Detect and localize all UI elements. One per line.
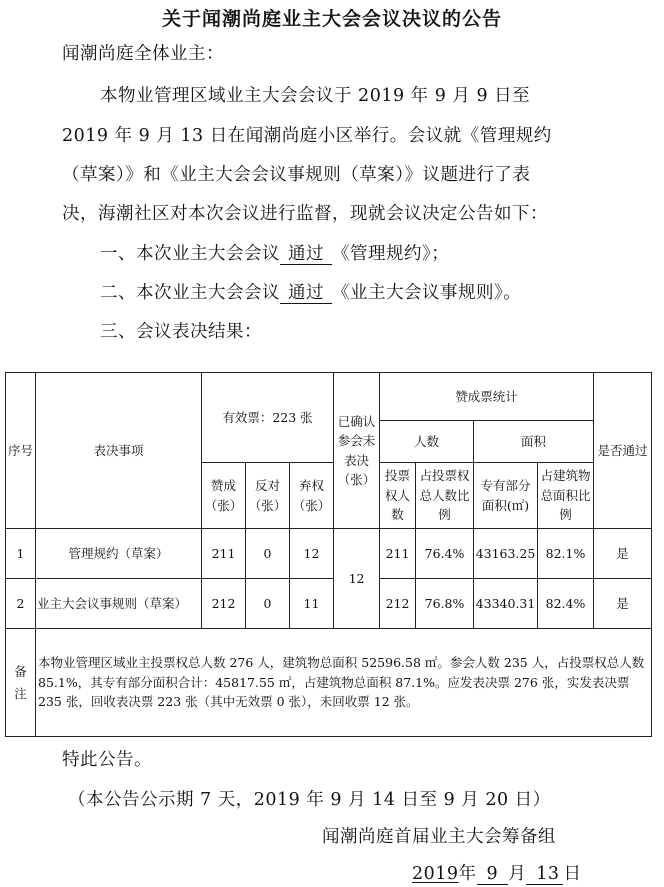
publicity-period: （本公告公示期 7 天，2019 年 9 月 14 日至 9 月 20 日） (68, 790, 551, 810)
decision-1-result: 通过 (280, 245, 332, 265)
header-confirmed-absent: 已确认参会未表决（张） (334, 373, 380, 529)
note-text: 本物业管理区域业主投票权总人数 276 人，建筑物总面积 52596.58 ㎡。参会人数 235 人，占投票权总人数 85.1%，其专有部分面积合计：45817.55 ㎡，占建筑物总面积 87.1%。应发表决票 276 张，实发表决票 235 张，回收表决票 223 张（其中无效票 0 张），未回收票 12 张。 (36, 629, 652, 737)
body-line-4: 决，海潮社区对本次会议进行监督，现就会议决定公告如下： (62, 204, 548, 224)
body-line-3: （草案）》和《业主大会会议事规则（草案）》议题进行了表 (62, 165, 531, 185)
row-1-oppose: 0 (246, 529, 290, 579)
row-2-oppose: 0 (246, 579, 290, 629)
decision-1-prefix: 一、本次业主大会会议 (100, 244, 280, 264)
date-month: 9 (477, 865, 509, 885)
header-area: 面积 (474, 421, 594, 463)
row-2-exclusive-area: 43340.31 (474, 579, 538, 629)
date-month-unit: 月 (508, 864, 527, 884)
row-2-abstain: 11 (290, 579, 334, 629)
row-1-voter-count: 211 (380, 529, 416, 579)
note-label-text: 备注 (14, 664, 27, 701)
header-seq: 序号 (6, 373, 36, 529)
note-label (6, 629, 36, 737)
vote-results-table (5, 372, 652, 737)
row-1-building-pct: 82.1% (538, 529, 594, 579)
header-voter-pct: 占投票权总人数比例 (416, 463, 474, 529)
notice-title: 关于闻潮尚庭业主大会会议决议的公告 (161, 8, 502, 30)
row-2-voter-count: 212 (380, 579, 416, 629)
row-2-seq: 2 (6, 579, 36, 629)
row-2-approve: 212 (202, 579, 246, 629)
decision-1 (100, 240, 449, 265)
row-2-passed: 是 (594, 579, 652, 629)
header-voter-count: 投票权人数 (380, 463, 416, 529)
header-oppose: 反对（张） (246, 463, 290, 529)
header-exclusive-area: 专有部分面积(㎡) (474, 463, 538, 529)
signature: 闻潮尚庭首届业主大会筹备组 (322, 827, 556, 847)
date-year-unit: 年 (458, 864, 477, 884)
date-day-unit: 日 (563, 864, 582, 884)
row-2-voter-pct: 76.8% (416, 579, 474, 629)
table-row (6, 579, 652, 629)
decision-2 (100, 279, 521, 304)
header-building-pct: 占建筑物总面积比例 (538, 463, 594, 529)
row-2-building-pct: 82.4% (538, 579, 594, 629)
notice-date (412, 860, 581, 885)
row-1-item: 管理规约（草案） (36, 529, 202, 579)
row-1-abstain: 12 (290, 529, 334, 579)
header-abstain: 弃权（张） (290, 463, 334, 529)
date-year: 2019 (412, 864, 459, 884)
results-heading: 三、会议表决结果： (100, 322, 262, 342)
header-valid-votes: 有效票：223 张 (202, 373, 334, 463)
row-1-passed: 是 (594, 529, 652, 579)
closing: 特此公告。 (62, 750, 152, 770)
header-approve: 赞成（张） (202, 463, 246, 529)
header-item: 表决事项 (36, 373, 202, 529)
table-row (6, 529, 652, 579)
row-1-voter-pct: 76.4% (416, 529, 474, 579)
body-line-1: 本物业管理区域业主大会会议于 2019 年 9 月 9 日至 (100, 86, 531, 106)
row-1-approve: 211 (202, 529, 246, 579)
row-1-seq: 1 (6, 529, 36, 579)
salutation: 闻潮尚庭全体业主： (62, 44, 224, 64)
decision-2-prefix: 二、本次业主大会会议 (100, 283, 280, 303)
header-persons: 人数 (380, 421, 474, 463)
header-approval-stats: 赞成票统计 (380, 373, 594, 421)
header-passed: 是否通过 (594, 373, 652, 529)
body-line-2: 2019 年 9 月 13 日在闻潮尚庭小区举行。会议就《管理规约 (62, 126, 552, 146)
row-2-item: 业主大会议事规则（草案） (36, 579, 202, 629)
confirmed-absent-value: 12 (334, 529, 380, 629)
row-1-exclusive-area: 43163.25 (474, 529, 538, 579)
decision-1-suffix: 《管理规约》； (332, 244, 450, 264)
decision-2-suffix: 《业主大会议事规则》。 (332, 283, 522, 303)
date-day: 13 (526, 865, 563, 885)
decision-2-result: 通过 (280, 284, 332, 304)
